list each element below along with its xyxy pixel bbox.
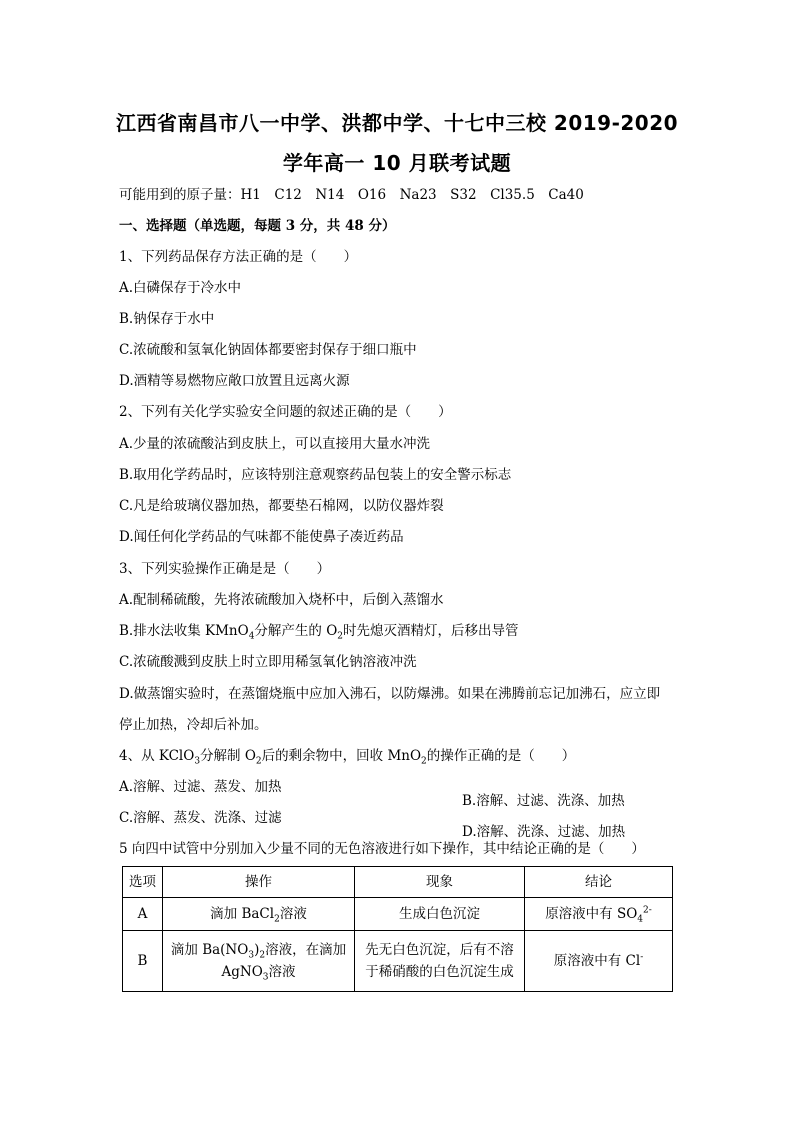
- question-1-option-d: D.酒精等易燃物应敞口放置且远离火源: [119, 373, 350, 389]
- question-1-stem: 1、下列药品保存方法正确的是（ ）: [119, 249, 358, 265]
- question-2-option-d: D.闻任何化学药品的气味都不能使鼻子凑近药品: [119, 529, 404, 545]
- table-row: [123, 898, 673, 931]
- row-b-operation: 滴加 $Ba(NO_3)_2$溶液，在滴加 AgNO$_3$溶液: [163, 931, 355, 992]
- exam-title-line2: 学年高一 10 月联考试题: [282, 151, 512, 175]
- question-4-option-a: A.溶解、过滤、蒸发、加热: [119, 779, 282, 795]
- question-1-option-c: C.浓硫酸和氢氧化钠固体都要密封保存于细口瓶中: [119, 342, 417, 358]
- header-operation: 操作: [163, 867, 355, 898]
- question-1-option-b: B.钠保存于水中: [119, 311, 215, 327]
- question-3-option-c: C.浓硫酸溅到皮肤上时立即用稀氢氧化钠溶液冲洗: [119, 654, 417, 670]
- question-5-stem: 5 向四中试管中分别加入少量不同的无色溶液进行如下操作，其中结论正确的是（ ）: [119, 841, 645, 857]
- table-row: [123, 931, 673, 992]
- atomic-masses: 可能用到的原子量：H1 C12 N14 O16 Na23 S32 Cl35.5 Ca40: [119, 187, 584, 203]
- question-3-option-a: A.配制稀硫酸，先将浓硫酸加入烧杯中，后倒入蒸馏水: [119, 592, 444, 608]
- row-b-conclusion: 原溶液中有 Cl-: [525, 931, 673, 992]
- section-heading-choice: 一、选择题（单选题，每题 3 分，共 48 分）: [119, 218, 396, 234]
- question-4-stem: 4、从 KClO$_3$分解制 $O_2$后的剩余物中，回收 MnO$_2$的操作正确的是（ ）: [119, 748, 576, 767]
- header-conclusion: 结论: [525, 867, 673, 898]
- question-2-stem: 2、下列有关化学实验安全问题的叙述正确的是（ ）: [119, 404, 452, 420]
- header-option: 选项: [123, 867, 163, 898]
- header-phenomenon: 现象: [355, 867, 525, 898]
- row-b-phenomenon: 先无白色沉淀，后有不溶 于稀硝酸的白色沉淀生成: [355, 931, 525, 992]
- question-3-option-b: B.排水法收集 KMnO$_4$分解产生的 $O_2$时先熄灭酒精灯，后移出导管: [119, 623, 519, 642]
- question-3-option-d-line2: 停止加热，冷却后补加。: [119, 717, 268, 733]
- row-a-option: A: [123, 898, 163, 931]
- question-4-option-d: D.溶解、洗涤、过滤、加热: [462, 823, 626, 840]
- row-a-operation: 滴加 BaCl$_2$溶液: [163, 898, 355, 931]
- question-1-option-a: A.白磷保存于冷水中: [119, 280, 242, 296]
- question-3-stem: 3、下列实验操作正确是是（ ）: [119, 561, 331, 577]
- row-a-phenomenon: 生成白色沉淀: [355, 898, 525, 931]
- question-3-option-d-line1: D.做蒸馏实验时，在蒸馏烧瓶中应加入沸石，以防爆沸。如果在沸腾前忘记加沸石，应立即: [119, 686, 661, 702]
- question-2-option-c: C.凡是给玻璃仪器加热，都要垫石棉网，以防仪器炸裂: [119, 498, 444, 514]
- question-2-option-a: A.少量的浓硫酸沾到皮肤上，可以直接用大量水冲洗: [119, 436, 431, 452]
- question-4-option-c: C.溶解、蒸发、洗涤、过滤: [119, 810, 282, 826]
- question-4-option-b: B.溶解、过滤、洗涤、加热: [462, 792, 625, 809]
- exam-title-line1: 江西省南昌市八一中学、洪都中学、十七中三校 2019-2020: [115, 111, 679, 135]
- row-b-option: B: [123, 931, 163, 992]
- row-a-conclusion: 原溶液中有 $SO_4^{2-}$: [525, 898, 673, 931]
- table-header-row: [123, 867, 673, 898]
- question-5-table: [122, 866, 673, 992]
- question-2-option-b: B.取用化学药品时，应该特别注意观察药品包装上的安全警示标志: [119, 467, 512, 483]
